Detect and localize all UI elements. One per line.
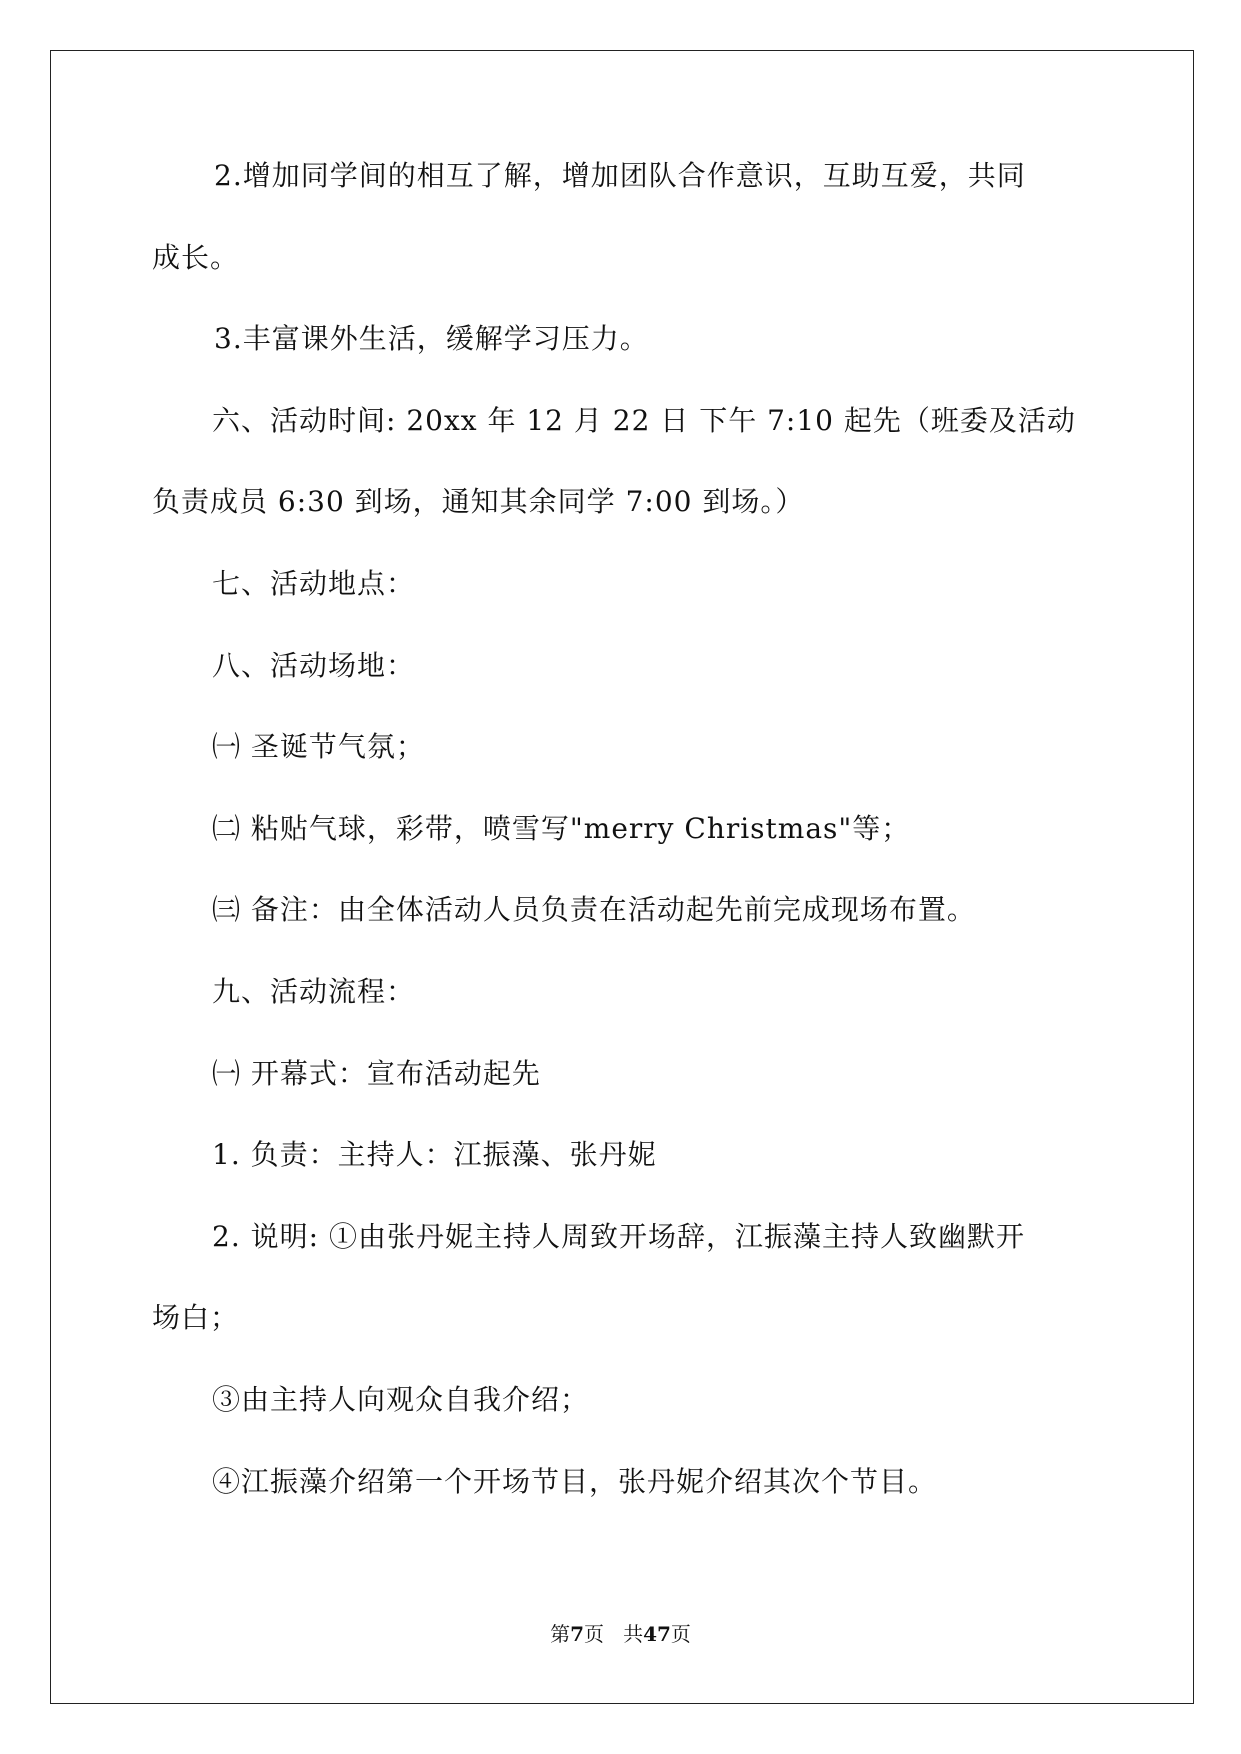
footer-total-pages: 47 — [643, 1622, 671, 1646]
list-item: ㈢ 备注：由全体活动人员负责在活动起先前完成现场布置。 — [212, 893, 976, 927]
footer-total-unit: 页 — [670, 1622, 691, 1646]
footer-page-unit: 页 — [584, 1622, 604, 1646]
list-item: ㈠ 开幕式：宣布活动起先 — [212, 1056, 541, 1090]
list-item: 2. 说明: ①由张丹妮主持人周致开场辞，江振藻主持人致幽默开 — [212, 1219, 1025, 1253]
paragraph-line: 负责成员 6:30 到场，通知其余同学 7:00 到场。） — [152, 485, 805, 519]
section-heading: 七、活动地点： — [212, 566, 416, 600]
paragraph-line: 场白； — [152, 1301, 240, 1335]
list-item: ③由主持人向观众自我介绍； — [212, 1382, 590, 1416]
paragraph-line: 六、活动时间: 20xx 年 12 月 22 日 下午 7:10 起先（班委及活动 — [212, 403, 1076, 437]
list-item: ㈠ 圣诞节气氛； — [212, 730, 425, 764]
list-item: ④江振藻介绍第一个开场节目，张丹妮介绍其次个节目。 — [212, 1464, 938, 1498]
page-footer — [0, 1622, 1241, 1646]
paragraph-line: 2.增加同学间的相互了解，增加团队合作意识，互助互爱，共同 — [214, 159, 1026, 192]
document-body — [152, 160, 1092, 1547]
paragraph-line: 3.丰富课外生活，缓解学习压力。 — [214, 322, 649, 356]
section-heading: 八、活动场地： — [212, 648, 416, 682]
footer-page-number: 7 — [570, 1622, 584, 1646]
section-heading: 九、活动流程： — [212, 974, 416, 1008]
paragraph-line: 成长。 — [152, 240, 240, 274]
footer-prefix: 第 — [550, 1622, 571, 1646]
footer-total-prefix: 共 — [623, 1622, 644, 1646]
list-item: 1. 负责：主持人：江振藻、张丹妮 — [212, 1138, 657, 1172]
list-item: ㈡ 粘贴气球，彩带，喷雪写"merry Christmas"等； — [212, 811, 911, 845]
